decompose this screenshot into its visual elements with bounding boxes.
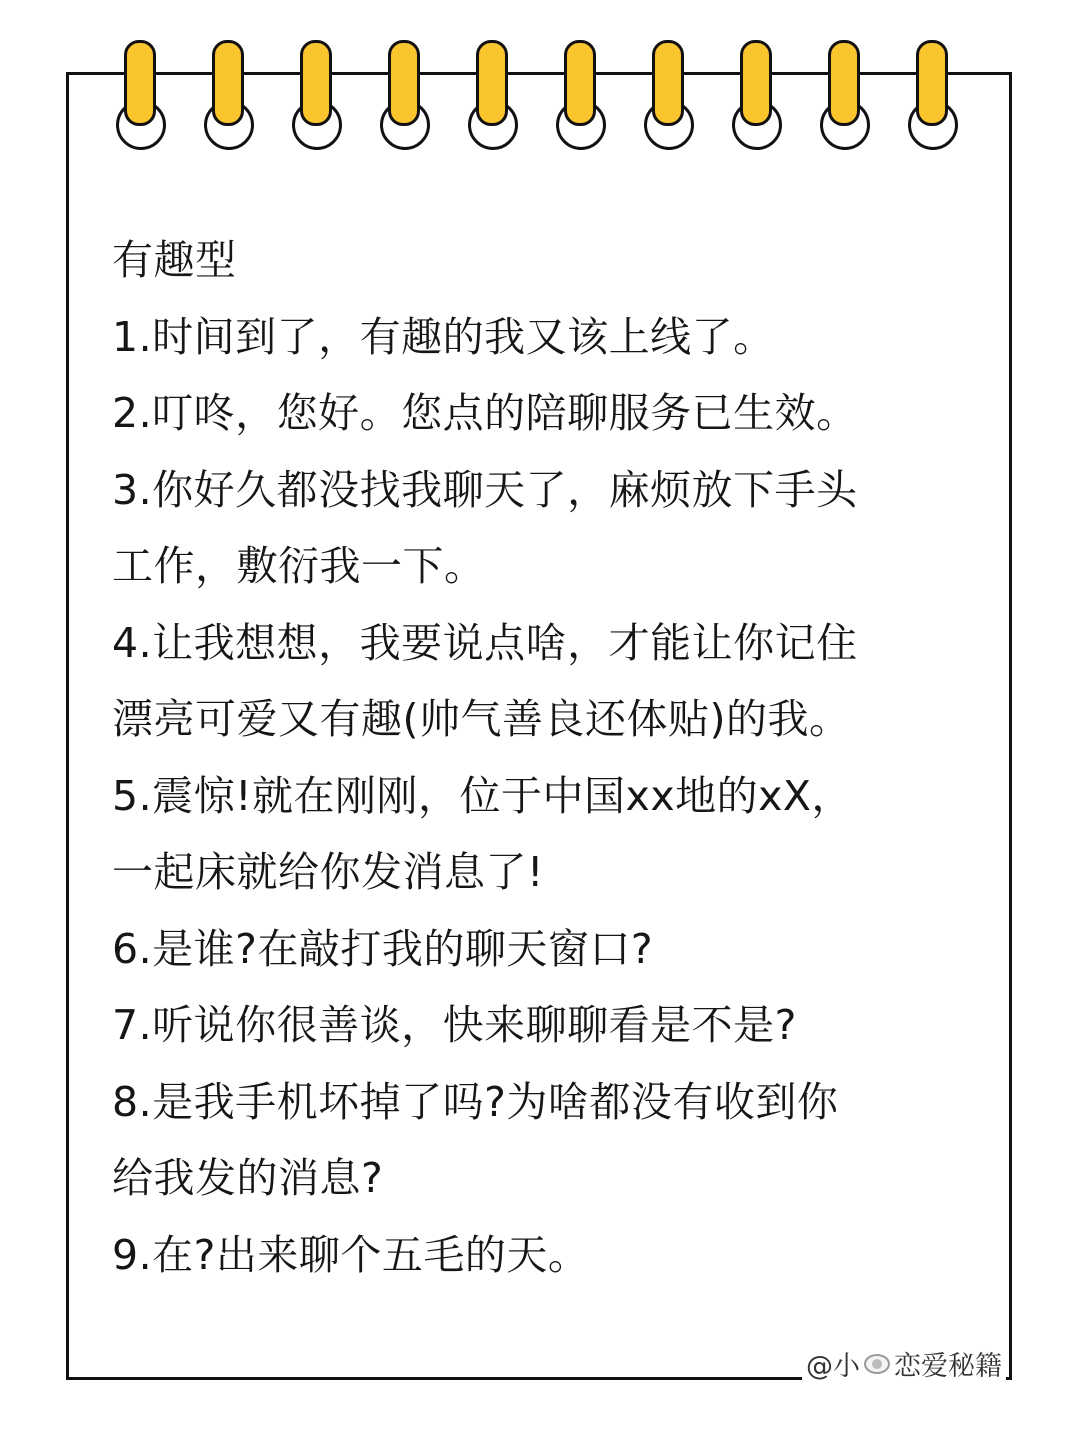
note-line: 1.时间到了，有趣的我又该上线了。 [112,312,775,361]
note-line: 给我发的消息? [112,1154,384,1202]
note-line: 3.你好久都没找我聊天了，麻烦放下手头 [112,465,858,514]
note-title: 有趣型 [112,236,237,284]
note-line: 漂亮可爱又有趣(帅气善良还体贴)的我。 [112,695,851,743]
note-line: 6.是谁?在敲打我的聊天窗口? [112,924,654,973]
note-line: 7.听说你很善谈，快来聊聊看是不是? [112,1001,797,1049]
watermark [802,1344,1006,1383]
note-line: 工作，敷衍我一下。 [112,542,486,590]
watermark-prefix: @小 [806,1351,860,1382]
sheep-icon [862,1351,892,1377]
note-line: 8.是我手机坏掉了吗?为啥都没有收到你 [112,1077,839,1126]
note-line: 一起床就给你发消息了! [112,848,544,896]
note-line: 5.震惊!就在刚刚，位于中国xx地的xX， [112,771,853,820]
note-line: 2.叮咚，您好。您点的陪聊服务已生效。 [112,389,858,437]
note-line: 9.在?出来聊个五毛的天。 [112,1230,590,1279]
note-line: 4.让我想想，我要说点啥，才能让你记住 [112,618,858,667]
watermark-suffix: 恋爱秘籍 [894,1351,1002,1382]
note-content [112,222,992,1293]
